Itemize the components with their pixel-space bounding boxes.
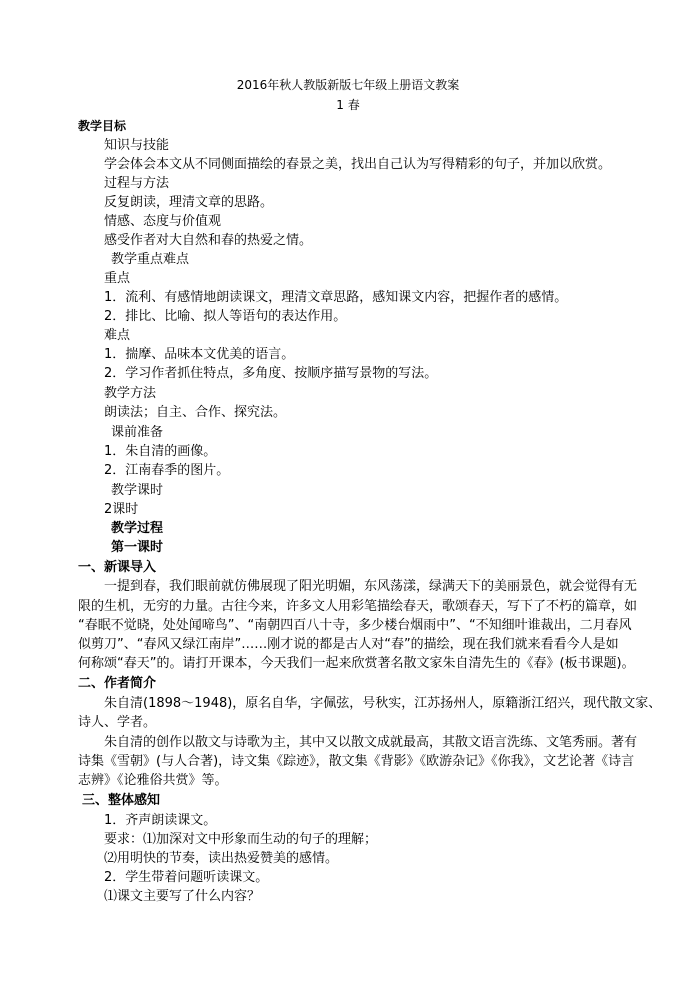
section-3-line-2: 要求：⑴加深对文中形象而生动的句子的理解； [104,832,378,847]
section-3-line-3: ⑵用明快的节奏，读出热爱赞美的感情。 [104,851,339,866]
prep-line-1: 1．朱自清的画像。 [104,444,217,459]
prep-heading: 课前准备 [111,425,164,440]
keypoints-z1: 1．流利、有感情地朗读课文，理清文章思路，感知课文内容，把握作者的感情。 [104,290,568,305]
section-1-line-5: 何称颂“春天”的。请打开课本，今天我们一起来欣赏著名散文家朱自清先生的《春》(板书课题)。 [78,656,635,671]
keypoints-n1: 1．揣摩、品味本文优美的语言。 [104,347,295,362]
section-1-line-3: “春眠不觉晓，处处闻啼鸟”、“南朝四百八十寺，多少楼台烟雨中”、“不知细叶谁裁出，二月春风 [78,618,632,633]
section-2-line-3: 朱自清的创作以散文与诗歌为主，其中又以散文成就最高，其散文语言洗练、文笔秀丽。著有 [104,735,638,750]
goals-line-5: 情感、态度与价值观 [104,214,222,229]
lesson-title: 1 春 [336,98,360,112]
section-3-line-1: 1．齐声朗读课文。 [104,813,217,828]
section-3-heading: 三、整体感知 [82,793,161,808]
section-1-line-1: 一提到春，我们眼前就仿佛展现了阳光明媚，东风荡漾，绿满天下的美丽景色，就会觉得有无 [104,579,638,594]
goals-heading: 教学目标 [78,119,127,133]
keypoints-zhongdian: 重点 [104,271,131,286]
section-2-line-1: 朱自清(1898～1948)，原名自华，字佩弦，号秋实，江苏扬州人，原籍浙江绍兴，现代散文家、 [104,696,662,711]
keypoints-n2: 2．学习作者抓住特点，多角度、按顺序描写景物的写法。 [104,366,438,381]
keypoints-nandian: 难点 [104,328,131,343]
goals-line-6: 感受作者对大自然和春的热爱之情。 [104,233,313,248]
goals-line-4: 反复朗读，理清文章的思路。 [104,195,274,210]
section-2-line-4: 诗集《雪朝》(与人合著)，诗文集《踪迹》，散文集《背影》《欧游杂记》《你我》，文艺论著《诗言 [78,754,635,769]
section-2-heading: 二、作者简介 [78,676,157,691]
keypoints-z2: 2．排比、比喻、拟人等语句的表达作用。 [104,309,347,324]
hours-heading: 教学课时 [111,483,164,498]
section-3-line-4: 2．学生带着问题听读课文。 [104,870,269,885]
process-heading: 教学过程 [111,521,164,536]
section-1-line-4: 似剪刀”、“春风又绿江南岸”……刚才说的都是古人对“春”的描绘，现在我们就来看看今人是如 [78,637,619,652]
method-text: 朗读法；自主、合作、探究法。 [104,405,287,420]
first-period-heading: 第一课时 [111,540,164,555]
keypoints-heading: 教学重点难点 [111,252,190,267]
hours-text: 2课时 [104,502,139,517]
goals-line-3: 过程与方法 [104,176,170,191]
prep-line-2: 2．江南春季的图片。 [104,463,230,478]
section-2-line-2: 诗人、学者。 [78,715,157,730]
goals-line-2: 学会体会本文从不同侧面描绘的春景之美，找出自己认为写得精彩的句子，并加以欣赏。 [104,157,612,172]
document-title: 2016年秋人教版新版七年级上册语文教案 [236,78,460,92]
section-2-line-5: 志辨》《论雅俗共赏》等。 [78,773,228,788]
goals-line-1: 知识与技能 [104,138,170,153]
section-1-line-2: 限的生机，无穷的力量。古往今来，许多文人用彩笔描绘春天，歌颂春天，写下了不朽的篇章，如 [78,599,638,614]
section-1-heading: 一、新课导入 [78,560,157,575]
section-3-line-5: ⑴课文主要写了什么内容？ [104,889,261,904]
method-heading: 教学方法 [104,386,157,401]
